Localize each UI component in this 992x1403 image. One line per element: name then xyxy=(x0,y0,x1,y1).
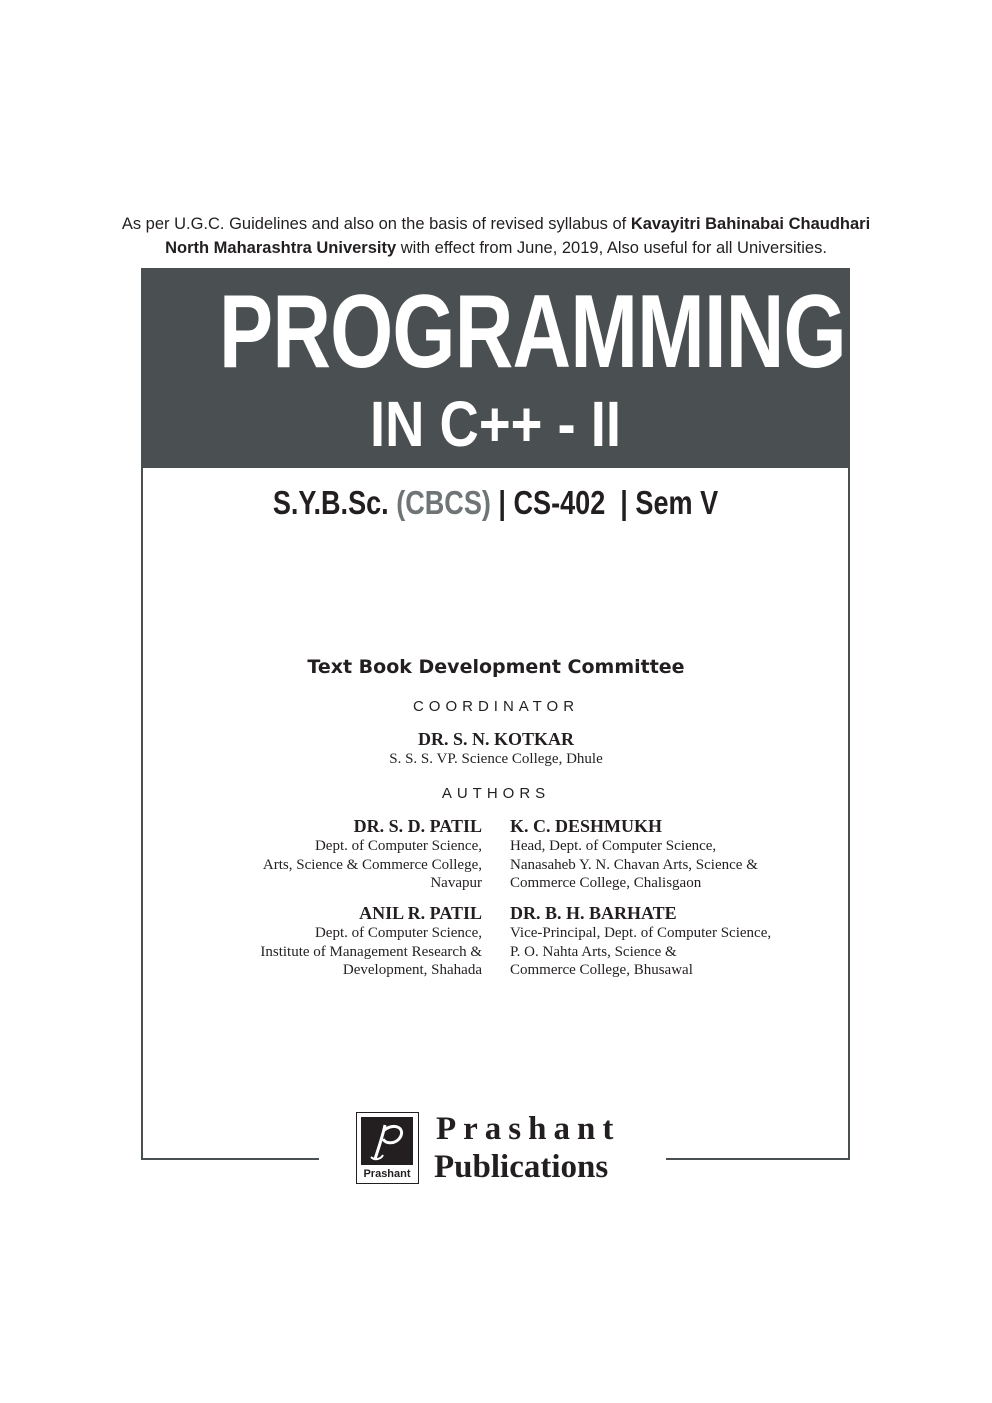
frame-bottom-right-border xyxy=(666,1158,850,1160)
book-title-line-1: PROGRAMMING xyxy=(218,274,846,390)
course-info xyxy=(205,482,786,524)
guideline-line-1 xyxy=(0,212,992,236)
guideline-note xyxy=(0,212,992,260)
guideline-text: As per U.G.C. Guidelines and also on the basis of revised syllabus of xyxy=(121,215,631,233)
committee-heading: Text Book Development Committee xyxy=(307,656,685,678)
course-code: CS-402 xyxy=(513,484,606,521)
author-affiliation-line: Head, Dept. of Computer Science, xyxy=(510,838,717,854)
logo-text: Prashant xyxy=(363,1168,411,1180)
coordinator-label: COORDINATOR xyxy=(412,698,580,715)
authors-label: AUTHORS xyxy=(441,785,551,802)
author-affiliation-line: Dept. of Computer Science, xyxy=(314,838,482,854)
course-semester: Sem V xyxy=(635,484,719,521)
university-name-part-2: North Maharashtra University xyxy=(165,239,397,257)
author-affiliation-line: Arts, Science & Commerce College, xyxy=(262,856,482,873)
author-name: DR. B. H. BARHATE xyxy=(510,903,677,923)
frame-bottom-left-border xyxy=(141,1158,319,1160)
author-affiliation-line: Nanasaheb Y. N. Chavan Arts, Science & xyxy=(510,856,758,873)
author-card xyxy=(510,902,850,980)
publisher-logo xyxy=(356,1112,419,1184)
guideline-line-2 xyxy=(0,236,992,260)
logo-mark-icon xyxy=(361,1117,413,1165)
author-affiliation-line: Dept. of Computer Science, xyxy=(314,925,482,941)
publisher-name-line-2: Publications xyxy=(434,1149,609,1185)
author-affiliation-line: Commerce College, Chalisgaon xyxy=(510,875,702,891)
course-pattern: (CBCS) xyxy=(396,484,491,521)
author-affiliation-line: Vice-Principal, Dept. of Computer Science, xyxy=(510,925,772,941)
coordinator-name: DR. S. N. KOTKAR xyxy=(417,729,574,749)
author-name: ANIL R. PATIL xyxy=(359,903,482,923)
author-name: DR. S. D. PATIL xyxy=(353,816,482,836)
guideline-text-2: with effect from June, 2019, Also useful for all Universities. xyxy=(396,239,827,257)
author-card xyxy=(122,902,482,980)
separator: | xyxy=(605,484,636,521)
author-affiliation-line: Commerce College, Bhusawal xyxy=(510,962,693,978)
separator: | xyxy=(490,484,514,521)
book-title-line-2: IN C++ - II xyxy=(370,388,621,460)
author-card xyxy=(122,815,482,893)
coordinator-affiliation: S. S. S. VP. Science College, Dhule xyxy=(389,751,603,767)
author-card xyxy=(510,815,850,893)
university-name-part-1: Kavayitri Bahinabai Chaudhari xyxy=(630,215,871,233)
author-affiliation-line: Development, Shahada xyxy=(342,962,482,978)
author-affiliation-line: Institute of Management Research & xyxy=(260,943,482,960)
course-class: S.Y.B.Sc. xyxy=(272,484,389,521)
publisher-name-line-1: Prashant xyxy=(436,1111,621,1147)
author-name: K. C. DESHMUKH xyxy=(510,816,663,836)
author-affiliation-line: P. O. Nahta Arts, Science & xyxy=(510,943,677,960)
author-affiliation-line: Navapur xyxy=(430,875,482,891)
